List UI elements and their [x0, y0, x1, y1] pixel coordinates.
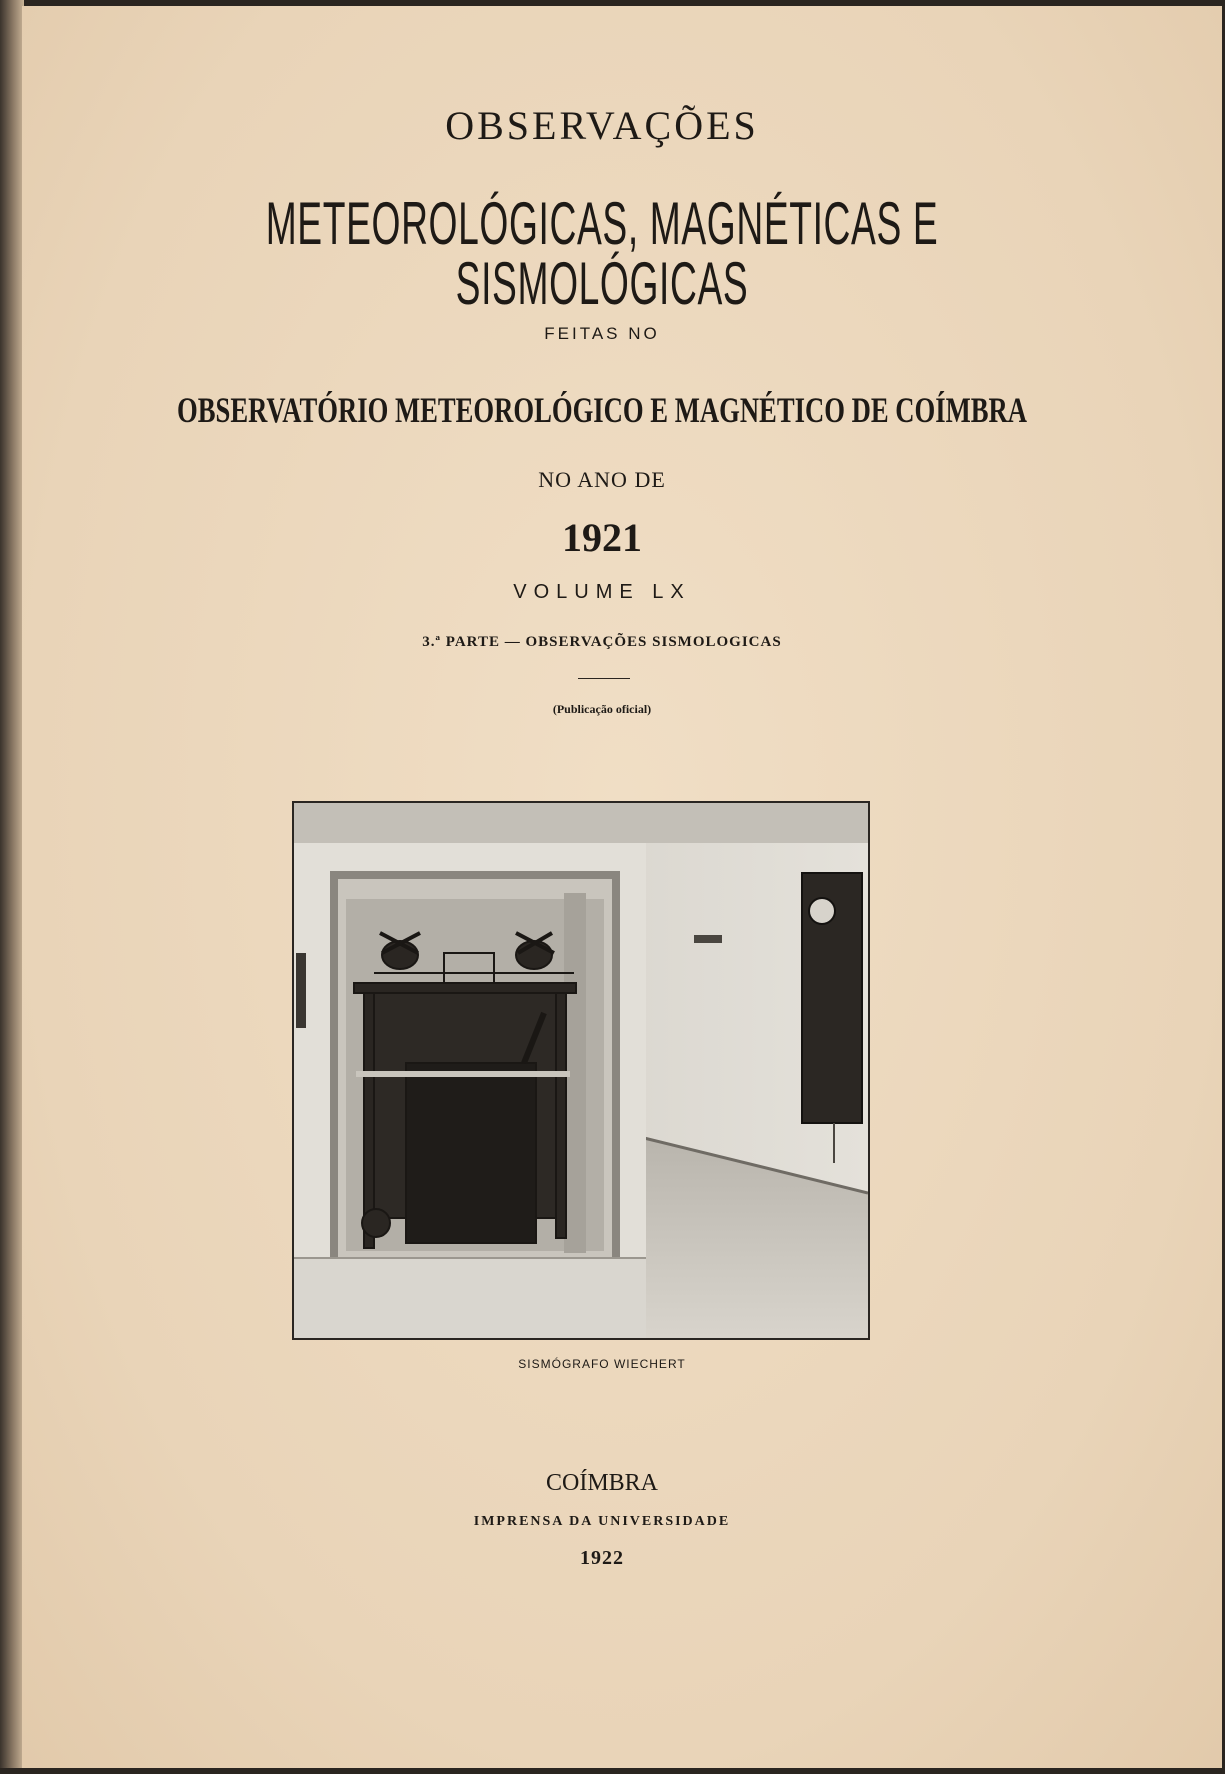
heading-top: OBSERVAÇÕES: [445, 103, 759, 148]
institution-name: OBSERVATÓRIO METEOROLÓGICO E MAGNÉTICO DE COÍMBRA: [177, 390, 1027, 430]
seismograph-illustration: [294, 803, 868, 1338]
no-ano-de-line: NO ANO DE: [538, 467, 666, 492]
publication-note: (Publicação oficial): [552, 702, 652, 716]
book-spine-edge: [0, 0, 24, 1774]
volume-label: VOLUME LX: [513, 581, 691, 603]
page-bottom-edge: [0, 1768, 1225, 1774]
part-label: 3.ª PARTE — OBSERVAÇÕES SISMOLOGICAS: [422, 634, 782, 650]
imprint-press: IMPRENSA DA UNIVERSIDADE: [473, 1514, 731, 1529]
title-page: [22, 6, 1222, 1768]
observation-year: 1921: [562, 515, 642, 560]
imprint-year: 1922: [580, 1547, 624, 1569]
imprint-city: COÍMBRA: [545, 1470, 659, 1496]
main-title: METEOROLÓGICAS, MAGNÉTICAS E SISMOLÓGICAS: [265, 190, 939, 317]
seismograph-photo: [292, 801, 870, 1340]
feitas-no-line: FEITAS NO: [544, 324, 660, 343]
figure-caption: SISMÓGRAFO WIECHERT: [518, 1357, 686, 1371]
divider-rule: [578, 678, 630, 679]
